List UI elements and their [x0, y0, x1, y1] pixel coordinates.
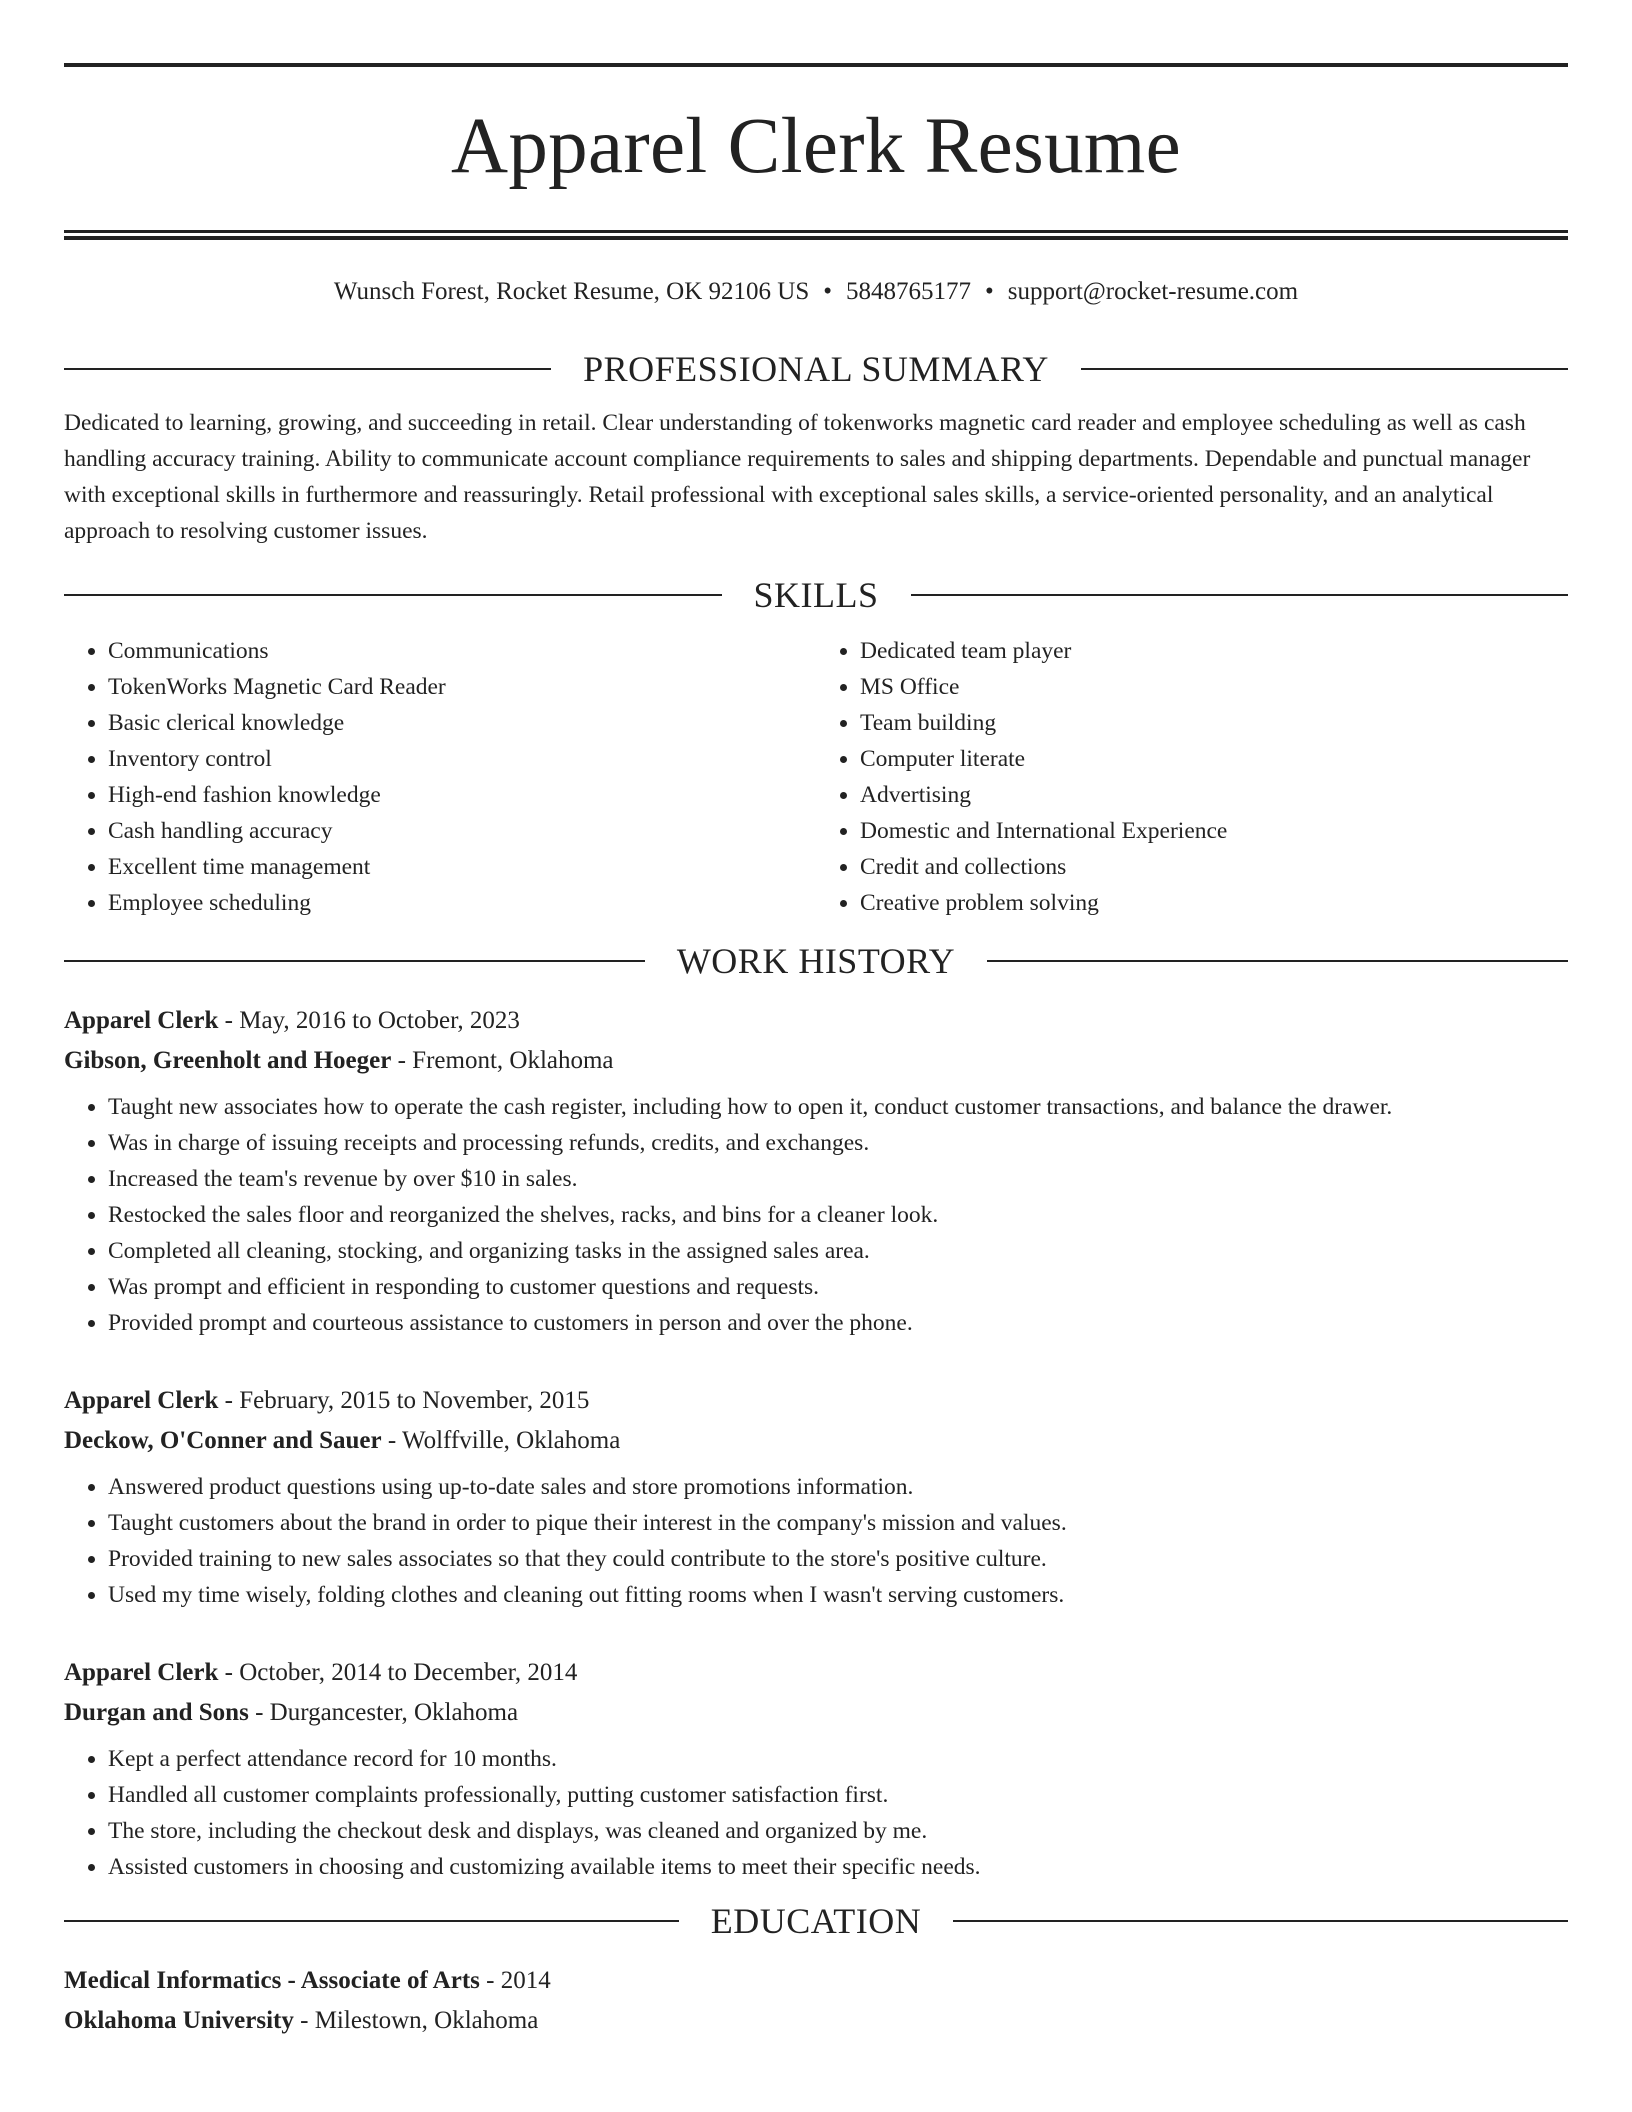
- education-year: - 2014: [479, 1967, 551, 1994]
- skill-item: • High-end fashion knowledge: [108, 777, 816, 813]
- job-bullet: • Assisted customers in choosing and customizing available items to meet their specific needs.: [108, 1849, 1568, 1885]
- skills-list-left: [64, 633, 816, 921]
- education-degree: Medical Informatics - Associate of Arts: [64, 1967, 480, 1994]
- job-bullet: • Handled all customer complaints professionally, putting customer satisfaction first.: [108, 1777, 1568, 1813]
- job-bullets: [64, 1469, 1568, 1613]
- job-title: Apparel Clerk: [64, 1387, 219, 1414]
- skill-item: • Computer literate: [860, 741, 1568, 777]
- heading-rule: [1081, 368, 1568, 370]
- job-company-line: [64, 1421, 1568, 1461]
- skill-item: • TokenWorks Magnetic Card Reader: [108, 669, 816, 705]
- heading-rule: [64, 594, 722, 596]
- heading-rule: [953, 1920, 1568, 1922]
- job-dates: - October, 2014 to December, 2014: [218, 1659, 578, 1686]
- heading-rule: [64, 960, 645, 962]
- heading-rule: [987, 960, 1568, 962]
- job-bullet: • Was prompt and efficient in responding to customer questions and requests.: [108, 1269, 1568, 1305]
- job-dates: - February, 2015 to November, 2015: [218, 1387, 590, 1414]
- education-school-line: [64, 2001, 1568, 2041]
- summary-text: Dedicated to learning, growing, and succeeding in retail. Clear understanding of tokenworks magnetic card reader and employee scheduling as well as cash handling accuracy training. Ability to communicate account compliance requirements to sales and shipping departments. Dependable and punctual manager with exceptional skills in furthermore and reassuringly. Retail professional with exceptional sales skills, a service-oriented personality, and an analytical approach to resolving customer issues.: [64, 410, 1531, 544]
- job-location: - Fremont, Oklahoma: [391, 1047, 614, 1074]
- skill-item: • Advertising: [860, 777, 1568, 813]
- section-title-skills: SKILLS: [753, 575, 879, 615]
- job-title-line: [64, 1381, 1568, 1421]
- job-company-line: [64, 1693, 1568, 1733]
- skill-item: • Domestic and International Experience: [860, 813, 1568, 849]
- contact-separator: •: [985, 278, 994, 305]
- skill-item: • Employee scheduling: [108, 885, 816, 921]
- job-company: Durgan and Sons: [64, 1699, 249, 1726]
- section-title-summary: PROFESSIONAL SUMMARY: [583, 349, 1049, 389]
- job-bullet: • Taught new associates how to operate the cash register, including how to open it, conduct customer transactions, and balance the drawer.: [108, 1089, 1568, 1125]
- top-rule: [64, 63, 1568, 67]
- job-bullet: • The store, including the checkout desk and displays, was cleaned and organized by me.: [108, 1813, 1568, 1849]
- job-bullet: • Taught customers about the brand in order to pique their interest in the company's mission and values.: [108, 1505, 1568, 1541]
- job-bullet: • Restocked the sales floor and reorganized the shelves, racks, and bins for a cleaner look.: [108, 1197, 1568, 1233]
- job-bullet: • Provided prompt and courteous assistance to customers in person and over the phone.: [108, 1305, 1568, 1341]
- section-title-education: EDUCATION: [710, 1901, 922, 1941]
- section-title-work: WORK HISTORY: [676, 941, 956, 981]
- job-bullet: • Used my time wisely, folding clothes and cleaning out fitting rooms when I wasn't serving customers.: [108, 1577, 1568, 1613]
- job-title: Apparel Clerk: [64, 1659, 219, 1686]
- heading-rule: [64, 1920, 679, 1922]
- job-entry: [64, 1381, 1568, 1613]
- job-entry: [64, 1653, 1568, 1885]
- skill-item: • Creative problem solving: [860, 885, 1568, 921]
- page-title: Apparel Clerk Resume: [451, 103, 1181, 190]
- job-bullet: • Was in charge of issuing receipts and processing refunds, credits, and exchanges.: [108, 1125, 1568, 1161]
- skill-item: • Communications: [108, 633, 816, 669]
- job-title: Apparel Clerk: [64, 1007, 219, 1034]
- job-company: Deckow, O'Conner and Sauer: [64, 1427, 382, 1454]
- job-bullets: [64, 1089, 1568, 1341]
- job-dates: - May, 2016 to October, 2023: [218, 1007, 520, 1034]
- job-location: - Wolffville, Oklahoma: [381, 1427, 621, 1454]
- skill-item: • Cash handling accuracy: [108, 813, 816, 849]
- education-entry: [64, 1961, 1568, 2041]
- education-degree-line: [64, 1961, 1568, 2001]
- job-company-line: [64, 1041, 1568, 1081]
- job-bullet: • Increased the team's revenue by over $10 in sales.: [108, 1161, 1568, 1197]
- contact-phone: 5848765177: [846, 278, 972, 305]
- job-bullet: • Completed all cleaning, stocking, and organizing tasks in the assigned sales area.: [108, 1233, 1568, 1269]
- skill-item: • Dedicated team player: [860, 633, 1568, 669]
- skill-item: • Inventory control: [108, 741, 816, 777]
- section-heading-skills: [64, 573, 1568, 617]
- skill-item: • MS Office: [860, 669, 1568, 705]
- contact-line: [64, 277, 1568, 307]
- job-entry: [64, 1001, 1568, 1341]
- job-company: Gibson, Greenholt and Hoeger: [64, 1047, 392, 1074]
- skills-list-right: [816, 633, 1568, 921]
- job-bullets: [64, 1741, 1568, 1885]
- title-double-rule: [64, 230, 1568, 240]
- job-bullet: • Provided training to new sales associates so that they could contribute to the store's positive culture.: [108, 1541, 1568, 1577]
- education-school: Oklahoma University: [64, 2007, 294, 2034]
- section-heading-summary: [64, 347, 1568, 391]
- job-title-line: [64, 1653, 1568, 1693]
- section-heading-work: [64, 939, 1568, 983]
- skills-columns: [64, 633, 1568, 921]
- resume-page: [64, 0, 1568, 2041]
- job-bullet: • Answered product questions using up-to-date sales and store promotions information.: [108, 1469, 1568, 1505]
- skill-item: • Excellent time management: [108, 849, 816, 885]
- contact-email: support@rocket-resume.com: [1007, 278, 1299, 305]
- heading-rule: [911, 594, 1569, 596]
- education-location: - Milestown, Oklahoma: [293, 2007, 539, 2034]
- heading-rule: [64, 368, 551, 370]
- skill-item: • Basic clerical knowledge: [108, 705, 816, 741]
- job-location: - Durgancester, Oklahoma: [248, 1699, 519, 1726]
- skill-item: • Credit and collections: [860, 849, 1568, 885]
- section-heading-education: [64, 1899, 1568, 1943]
- contact-separator: •: [823, 278, 833, 305]
- contact-address: Wunsch Forest, Rocket Resume, OK 92106 US: [333, 278, 810, 305]
- skill-item: • Team building: [860, 705, 1568, 741]
- job-title-line: [64, 1001, 1568, 1041]
- job-bullet: • Kept a perfect attendance record for 10 months.: [108, 1741, 1568, 1777]
